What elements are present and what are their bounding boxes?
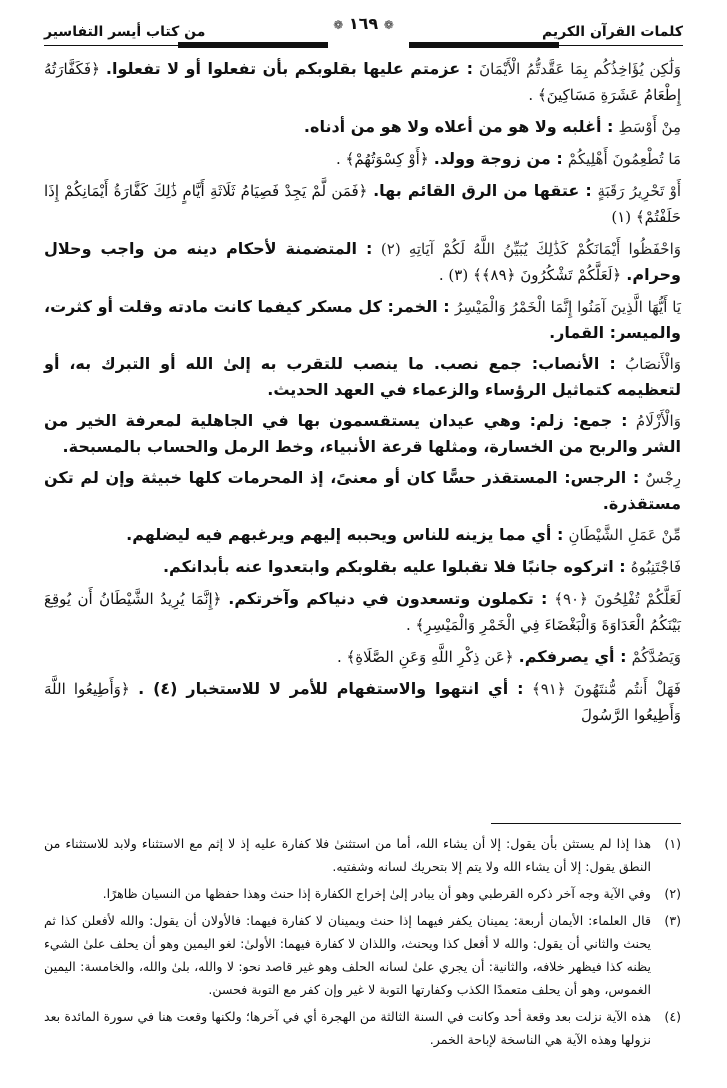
header-thin-rule-right [559, 45, 683, 46]
source-title: من كتاب أيسر التفاسير [44, 24, 206, 40]
quran-term: وَلَٰكِن يُؤَاخِذُكُم بِمَا عَقَّدتُّمُ الْأَيْمَانَ [479, 60, 681, 78]
quran-term: مِنْ أَوْسَطِ [618, 118, 681, 136]
quran-term: لَعَلَّكُمْ تُفْلِحُونَ ﴿٩٠﴾ [554, 590, 682, 608]
glossary-entry [44, 408, 681, 459]
footnote-number: (٢) [664, 886, 681, 901]
glossary-entry [44, 554, 681, 580]
glossary-entry [44, 644, 681, 670]
quran-term: مَا تُطْعِمُونَ أَهْلِيكُمْ [567, 150, 681, 168]
glossary-body [44, 56, 681, 734]
footnote-text: وفي الآية وجه آخر ذكره القرطبي وهو أن يبادر إلىٰ إخراج الكفارة إذا حنث وهذا حفظها من النسيان ظاهرًا. [102, 886, 651, 901]
quran-continuation: ﴿لَعَلَّكُمْ تَشْكُرُونَ ﴿٨٩﴾﴾ (٣) . [438, 266, 622, 284]
book-title: كلمات القرآن الكريم [541, 24, 683, 40]
quran-continuation: ﴿وَأَطِيعُوا اللَّهَ وَأَطِيعُوا الرَّسُولَ [44, 680, 681, 724]
footnotes [44, 832, 681, 1055]
glossary-entry [44, 236, 681, 288]
glossary-entry [44, 676, 681, 728]
footnote [44, 909, 681, 1001]
quran-term: وَالْأَنصَابُ [625, 355, 681, 373]
header-rule-left [178, 42, 328, 48]
footnote-text: هذا إذا لم يستثن بأن يقول: إلا أن يشاء الله، أما من استثنىٰ فلا كفارة عليه إذ لا إثم مع الاستثناء ولابد للاستثناء من النطق يقول: إلا أن يشاء الله ولا يتم إلا بتحريك لسانه وشفتيه. [44, 836, 651, 874]
quran-continuation: ﴿فَكَفَّارَتُهُ إِطْعَامُ عَشَرَةِ مَسَاكِينَ﴾ . [44, 60, 681, 104]
footnote-separator [491, 823, 681, 824]
glossary-entry [44, 178, 681, 230]
quran-term: وَيَصُدَّكُمْ [631, 648, 681, 666]
definition: : الرجس: المستقذر حسًّا كان أو معنىً، إذ المحرمات كلها خبيثة وإن لم تكن مستقذرة. [44, 468, 681, 513]
definition: : أي يصرفكم. [518, 647, 627, 666]
definition: : الخمر: كل مسكر كيفما كانت مادته وقلت أو كثرت، والميسر: القمار. [44, 297, 681, 342]
glossary-entry [44, 522, 681, 548]
definition: : جمع: زلم: وهي عيدان يستقسمون بها في الجاهلية لمعرفة الخير من الشر والربح من الخسارة، ومثلها قرعة الأنبياء، وخط الرمل والحساب بالمسبحة. [44, 411, 681, 456]
page-header [44, 14, 683, 52]
quran-term: فَاجْتَنِبُوهُ [630, 558, 681, 576]
footnote-text: قال العلماء: الأيمان أربعة: يمينان يكفر فيهما إذا حنث ويمينان لا كفارة فيهما: فالأولان أن يقول: والله لأفعلن كذا ثم يحنث والثاني أن يقول: والله لا أفعل كذا ويحنث، واللذان لا كفارة فيهما: الأولىٰ: لغو اليمين وهو أن يحلف علىٰ الشيء يظنه كذا فيظهر خلافه، والثانية: أن يجري علىٰ لسانه الحلف وهو غير قاصد نحو: لا والله، بلىٰ والله، والخامسة: اليمين الغموس، وهو أن يحلف متعمدًا الكذب وكفارتها التوبة لا غير وإن كفر مع التوبة فحسن. [44, 913, 651, 997]
definition: : من زوجة وولد. [433, 149, 563, 168]
header-rule-right [409, 42, 559, 48]
footnote-text: هذه الآية نزلت بعد وقعة أحد وكانت في السنة الثالثة من الهجرة أي في آخرها؛ ولكنها وقعت هنا في سورة المائدة بعد نزولها وهذه الآية هي الناسخة لإباحة الخمر. [44, 1009, 651, 1047]
quran-term: وَالْأَزْلَامُ [635, 412, 681, 430]
quran-term: فَهَلْ أَنتُم مُّنتَهُونَ ﴿٩١﴾ [531, 680, 681, 698]
definition: : أغلبه ولا هو من أعلاه ولا هو من أدناه. [303, 117, 614, 136]
footnote-number: (٤) [664, 1009, 681, 1024]
glossary-entry [44, 114, 681, 140]
quran-continuation: ﴿إِنَّمَا يُرِيدُ الشَّيْطَانُ أَن يُوقِعَ بَيْنَكُمُ الْعَدَاوَةَ وَالْبَغْضَاءَ فِي الْخَمْرِ وَالْمَيْسِرِ﴾ . [44, 590, 681, 634]
footnote-number: (١) [664, 836, 681, 851]
page-number-block [289, 14, 439, 33]
definition: : عزمتم عليها بقلوبكم بأن تفعلوا أو لا تفعلوا. [105, 59, 474, 78]
definition: : المتضمنة لأحكام دينه من واجب وحلال وحرام. [44, 239, 681, 284]
quran-term: وَاحْفَظُوا أَيْمَانَكُمْ كَذَٰلِكَ يُبَيِّنُ اللَّهُ لَكُمْ آيَاتِهِ (٢) [380, 240, 681, 258]
ornament-icon: ❁ [333, 17, 344, 32]
definition: : تكملون وتسعدون في دنياكم وآخرتكم. [228, 589, 548, 608]
glossary-entry [44, 294, 681, 345]
glossary-entry [44, 351, 681, 402]
quran-term: مِّنْ عَمَلِ الشَّيْطَانِ [568, 526, 681, 544]
definition: : أي مما يزينه للناس ويحببه إليهم ويرغبهم فيه ليضلهم. [126, 525, 564, 544]
footnote [44, 1005, 681, 1051]
glossary-entry [44, 56, 681, 108]
ornament-icon: ❁ [383, 17, 394, 32]
quran-term: يَا أَيُّهَا الَّذِينَ آمَنُوا إِنَّمَا الْخَمْرُ وَالْمَيْسِرُ [454, 298, 681, 316]
definition: : أي انتهوا والاستفهام للأمر لا للاستخبار (٤) . [138, 679, 524, 698]
glossary-entry [44, 146, 681, 172]
glossary-entry [44, 465, 681, 516]
footnote-number: (٣) [664, 913, 681, 928]
header-thin-rule-left [44, 45, 178, 46]
definition: : اتركوه جانبًا فلا تقبلوا عليه بقلوبكم وابتعدوا عنه بأبدانكم. [162, 557, 626, 576]
quran-term: أَوْ تَحْرِيرُ رَقَبَةٍ [597, 182, 682, 200]
footnote [44, 882, 681, 905]
definition: : عتقها من الرق القائم بها. [373, 181, 592, 200]
quran-continuation: ﴿عَن ذِكْرِ اللَّهِ وَعَنِ الصَّلَاةِ﴾ . [336, 648, 514, 666]
quran-term: رِجْسٌ [645, 469, 681, 487]
page-number: ١٦٩ [348, 14, 379, 33]
quran-continuation: ﴿فَمَن لَّمْ يَجِدْ فَصِيَامُ ثَلَاثَةِ أَيَّامٍ ذَٰلِكَ كَفَّارَةُ أَيْمَانِكُمْ إِذَا حَلَفْتُمْ﴾ (١) [44, 182, 681, 226]
quran-continuation: ﴿أَوْ كِسْوَتُهُمْ﴾ . [336, 150, 429, 168]
footnote [44, 832, 681, 878]
glossary-entry [44, 586, 681, 638]
definition: : الأنصاب: جمع نصب. ما ينصب للتقرب به إلىٰ الله أو التبرك به، أو لتعظيمه كتماثيل الرؤساء والزعماء في العهد الحديث. [44, 354, 681, 399]
